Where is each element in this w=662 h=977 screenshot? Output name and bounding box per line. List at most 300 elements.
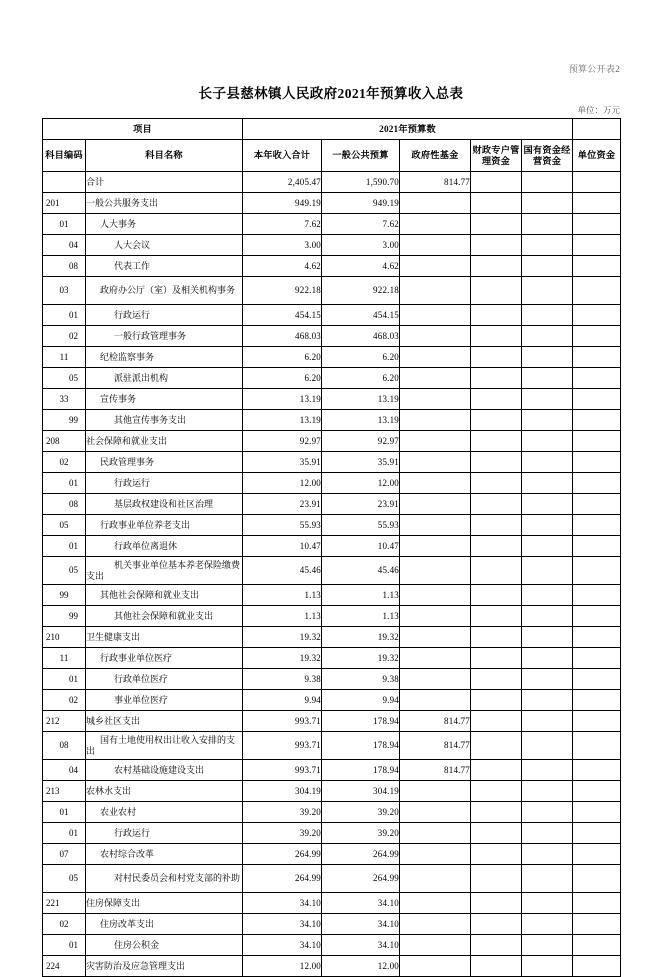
cell-total: 39.20 (243, 823, 322, 844)
table-row (43, 711, 621, 732)
cell-unit-fund (573, 627, 621, 648)
cell-subject-name (86, 515, 243, 536)
subject-name-text: 机关事业单位基本养老保险缴费支出 (86, 560, 241, 581)
cell-subject-name (86, 914, 243, 935)
cell-soe-capital (522, 305, 573, 326)
table-row (43, 648, 621, 669)
cell-subject-name (86, 760, 243, 781)
cell-unit-fund (573, 368, 621, 389)
cell-soe-capital (522, 389, 573, 410)
cell-soe-capital (522, 494, 573, 515)
cell-unit-fund (573, 802, 621, 823)
cell-general-budget: 39.20 (322, 823, 400, 844)
cell-unit-fund (573, 690, 621, 711)
form-id-label: 预算公开表2 (568, 64, 620, 74)
cell-total: 9.38 (243, 669, 322, 690)
subject-name-text: 农村基础设施建设支出 (114, 764, 205, 775)
cell-total: 39.20 (243, 802, 322, 823)
cell-special-account (471, 802, 522, 823)
cell-unit-fund (573, 711, 621, 732)
cell-subject-name (86, 802, 243, 823)
cell-general-budget: 178.94 (322, 760, 400, 781)
cell-subject-name (86, 781, 243, 802)
cell-unit-fund (573, 452, 621, 473)
cell-gov-fund (400, 935, 471, 956)
subject-name-text: 合计 (86, 176, 105, 187)
cell-unit-fund (573, 172, 621, 193)
cell-special-account (471, 893, 522, 914)
table-row (43, 305, 621, 326)
cell-total: 264.99 (243, 844, 322, 865)
cell-total: 55.93 (243, 515, 322, 536)
cell-total: 19.32 (243, 627, 322, 648)
cell-special-account (471, 494, 522, 515)
header-group-budget: 2021年预算数 (243, 119, 573, 140)
cell-special-account (471, 431, 522, 452)
table-row (43, 914, 621, 935)
cell-subject-name (86, 214, 243, 235)
cell-general-budget: 9.94 (322, 690, 400, 711)
subject-name-text: 政府办公厅（室）及相关机构事务 (100, 285, 236, 296)
cell-total: 13.19 (243, 410, 322, 431)
header-group-item: 项目 (43, 119, 243, 140)
cell-special-account (471, 277, 522, 305)
cell-gov-fund (400, 326, 471, 347)
cell-special-account (471, 515, 522, 536)
cell-subject-code: 99 (43, 606, 86, 627)
cell-special-account (471, 347, 522, 368)
cell-special-account (471, 193, 522, 214)
cell-unit-fund (573, 536, 621, 557)
cell-soe-capital (522, 256, 573, 277)
cell-unit-fund (573, 732, 621, 760)
unit-note: 单位：万元 (577, 105, 620, 115)
subject-name-text: 其他社会保障和就业支出 (114, 610, 214, 621)
subject-name-text: 其他社会保障和就业支出 (100, 589, 200, 600)
cell-subject-code: 05 (43, 515, 86, 536)
table-row (43, 627, 621, 648)
cell-general-budget: 9.38 (322, 669, 400, 690)
header-group-spacer (573, 119, 621, 140)
cell-special-account (471, 172, 522, 193)
table-row (43, 557, 621, 585)
cell-special-account (471, 865, 522, 893)
cell-subject-name (86, 606, 243, 627)
cell-subject-code: 33 (43, 389, 86, 410)
cell-subject-name (86, 669, 243, 690)
cell-gov-fund (400, 823, 471, 844)
subject-name-text: 基层政权建设和社区治理 (114, 498, 214, 509)
cell-subject-name (86, 368, 243, 389)
cell-total: 1.13 (243, 585, 322, 606)
cell-total: 993.71 (243, 732, 322, 760)
cell-soe-capital (522, 732, 573, 760)
cell-general-budget: 6.20 (322, 368, 400, 389)
cell-special-account (471, 648, 522, 669)
cell-subject-code: 208 (43, 431, 86, 452)
cell-special-account (471, 452, 522, 473)
header-col-gov-fund: 政府性基金 (400, 140, 471, 172)
cell-general-budget: 92.97 (322, 431, 400, 452)
cell-gov-fund (400, 781, 471, 802)
cell-soe-capital (522, 781, 573, 802)
cell-subject-code: 212 (43, 711, 86, 732)
cell-total: 35.91 (243, 452, 322, 473)
cell-subject-code: 01 (43, 823, 86, 844)
table-row (43, 473, 621, 494)
cell-unit-fund (573, 935, 621, 956)
cell-special-account (471, 410, 522, 431)
cell-general-budget: 3.00 (322, 235, 400, 256)
cell-special-account (471, 585, 522, 606)
cell-subject-code: 99 (43, 410, 86, 431)
cell-special-account (471, 669, 522, 690)
cell-soe-capital (522, 277, 573, 305)
cell-total: 34.10 (243, 914, 322, 935)
cell-soe-capital (522, 515, 573, 536)
cell-subject-code: 07 (43, 844, 86, 865)
cell-gov-fund (400, 256, 471, 277)
cell-subject-code: 224 (43, 956, 86, 977)
table-row (43, 410, 621, 431)
cell-soe-capital (522, 711, 573, 732)
subject-name-text: 人大事务 (100, 218, 137, 229)
cell-gov-fund (400, 669, 471, 690)
header-col-unit-fund: 单位资金 (573, 140, 621, 172)
subject-name-text: 国有土地使用权出让收入安排的支出 (86, 735, 236, 756)
cell-total: 4.62 (243, 256, 322, 277)
table-row (43, 802, 621, 823)
cell-subject-name (86, 557, 243, 585)
cell-gov-fund (400, 865, 471, 893)
cell-total: 23.91 (243, 494, 322, 515)
cell-unit-fund (573, 326, 621, 347)
cell-subject-code: 01 (43, 214, 86, 235)
cell-gov-fund (400, 431, 471, 452)
cell-soe-capital (522, 193, 573, 214)
cell-general-budget: 19.32 (322, 648, 400, 669)
cell-soe-capital (522, 557, 573, 585)
table-row (43, 494, 621, 515)
table-row (43, 585, 621, 606)
cell-subject-code: 01 (43, 935, 86, 956)
cell-subject-code: 221 (43, 893, 86, 914)
cell-general-budget: 1.13 (322, 606, 400, 627)
cell-unit-fund (573, 347, 621, 368)
cell-special-account (471, 389, 522, 410)
table-row (43, 172, 621, 193)
cell-gov-fund (400, 410, 471, 431)
cell-special-account (471, 914, 522, 935)
table-row (43, 823, 621, 844)
cell-gov-fund (400, 690, 471, 711)
table-row (43, 431, 621, 452)
cell-soe-capital (522, 214, 573, 235)
cell-unit-fund (573, 277, 621, 305)
subject-name-text: 代表工作 (114, 260, 151, 271)
table-row (43, 893, 621, 914)
cell-special-account (471, 823, 522, 844)
cell-general-budget: 45.46 (322, 557, 400, 585)
table-row (43, 760, 621, 781)
subject-name-text: 农林水支出 (86, 785, 132, 796)
budget-table-container (42, 118, 620, 977)
cell-soe-capital (522, 347, 573, 368)
cell-general-budget: 12.00 (322, 956, 400, 977)
table-row (43, 690, 621, 711)
cell-subject-name (86, 935, 243, 956)
table-row (43, 235, 621, 256)
cell-general-budget: 13.19 (322, 389, 400, 410)
table-row (43, 606, 621, 627)
cell-general-budget: 922.18 (322, 277, 400, 305)
cell-special-account (471, 235, 522, 256)
cell-general-budget: 13.19 (322, 410, 400, 431)
cell-soe-capital (522, 431, 573, 452)
table-row (43, 515, 621, 536)
cell-subject-code: 11 (43, 347, 86, 368)
subject-name-text: 人大会议 (114, 239, 151, 250)
cell-gov-fund (400, 305, 471, 326)
cell-subject-code (43, 172, 86, 193)
subject-name-text: 事业单位医疗 (114, 694, 169, 705)
cell-unit-fund (573, 844, 621, 865)
cell-general-budget: 55.93 (322, 515, 400, 536)
cell-subject-code: 08 (43, 256, 86, 277)
cell-special-account (471, 627, 522, 648)
cell-subject-name (86, 690, 243, 711)
cell-general-budget: 949.19 (322, 193, 400, 214)
cell-subject-code: 213 (43, 781, 86, 802)
table-header (43, 119, 621, 172)
cell-soe-capital (522, 802, 573, 823)
table-row (43, 347, 621, 368)
page-title: 长子县慈林镇人民政府2021年预算收入总表 (198, 86, 464, 101)
cell-subject-name (86, 326, 243, 347)
cell-unit-fund (573, 431, 621, 452)
cell-unit-fund (573, 494, 621, 515)
cell-total: 13.19 (243, 389, 322, 410)
cell-subject-code: 05 (43, 368, 86, 389)
subject-name-text: 农村综合改革 (100, 848, 155, 859)
budget-table (42, 118, 621, 977)
cell-general-budget: 19.32 (322, 627, 400, 648)
cell-soe-capital (522, 536, 573, 557)
cell-total: 3.00 (243, 235, 322, 256)
subject-name-text: 民政管理事务 (100, 456, 155, 467)
table-row (43, 536, 621, 557)
cell-subject-name (86, 305, 243, 326)
cell-soe-capital (522, 368, 573, 389)
cell-unit-fund (573, 256, 621, 277)
cell-subject-code: 02 (43, 914, 86, 935)
cell-unit-fund (573, 235, 621, 256)
cell-unit-fund (573, 557, 621, 585)
subject-name-text: 住房保障支出 (86, 897, 141, 908)
cell-subject-code: 04 (43, 235, 86, 256)
cell-soe-capital (522, 606, 573, 627)
table-row (43, 214, 621, 235)
cell-special-account (471, 781, 522, 802)
subject-name-text: 住房公积金 (114, 939, 160, 950)
cell-unit-fund (573, 193, 621, 214)
table-row (43, 732, 621, 760)
cell-gov-fund (400, 627, 471, 648)
cell-subject-name (86, 256, 243, 277)
cell-soe-capital (522, 235, 573, 256)
cell-subject-code: 99 (43, 585, 86, 606)
cell-subject-name (86, 347, 243, 368)
cell-subject-code: 03 (43, 277, 86, 305)
cell-total: 7.62 (243, 214, 322, 235)
cell-subject-code: 02 (43, 690, 86, 711)
cell-total: 922.18 (243, 277, 322, 305)
header-col-special: 财政专户管理资金 (471, 140, 522, 172)
cell-general-budget: 1.13 (322, 585, 400, 606)
cell-subject-code: 08 (43, 494, 86, 515)
subject-name-text: 宣传事务 (100, 393, 137, 404)
cell-subject-code: 01 (43, 473, 86, 494)
cell-gov-fund (400, 214, 471, 235)
cell-soe-capital (522, 690, 573, 711)
cell-soe-capital (522, 956, 573, 977)
cell-gov-fund (400, 536, 471, 557)
cell-special-account (471, 557, 522, 585)
cell-subject-name (86, 823, 243, 844)
cell-general-budget: 6.20 (322, 347, 400, 368)
cell-subject-name (86, 494, 243, 515)
cell-special-account (471, 711, 522, 732)
cell-total: 34.10 (243, 893, 322, 914)
subject-name-text: 卫生健康支出 (86, 631, 141, 642)
header-col-code: 科目编码 (43, 140, 86, 172)
subject-name-text: 城乡社区支出 (86, 715, 141, 726)
cell-subject-name (86, 844, 243, 865)
cell-subject-code: 02 (43, 452, 86, 473)
cell-gov-fund (400, 914, 471, 935)
cell-subject-name (86, 711, 243, 732)
cell-special-account (471, 256, 522, 277)
table-body (43, 172, 621, 977)
cell-soe-capital (522, 326, 573, 347)
cell-unit-fund (573, 389, 621, 410)
cell-general-budget: 34.10 (322, 935, 400, 956)
cell-soe-capital (522, 760, 573, 781)
cell-general-budget: 264.99 (322, 844, 400, 865)
cell-general-budget: 454.15 (322, 305, 400, 326)
cell-subject-name (86, 956, 243, 977)
cell-total: 92.97 (243, 431, 322, 452)
table-row (43, 368, 621, 389)
cell-gov-fund (400, 452, 471, 473)
table-row (43, 669, 621, 690)
cell-soe-capital (522, 585, 573, 606)
cell-subject-name (86, 893, 243, 914)
cell-subject-name (86, 235, 243, 256)
table-row (43, 956, 621, 977)
cell-gov-fund: 814.77 (400, 172, 471, 193)
cell-total: 9.94 (243, 690, 322, 711)
subject-name-text: 派驻派出机构 (114, 372, 169, 383)
header-group-row (43, 119, 621, 140)
cell-special-account (471, 760, 522, 781)
cell-soe-capital (522, 935, 573, 956)
cell-unit-fund (573, 865, 621, 893)
cell-special-account (471, 935, 522, 956)
cell-gov-fund (400, 277, 471, 305)
subject-name-text: 社会保障和就业支出 (86, 435, 168, 446)
cell-gov-fund (400, 802, 471, 823)
cell-subject-code: 11 (43, 648, 86, 669)
cell-unit-fund (573, 606, 621, 627)
cell-total: 34.10 (243, 935, 322, 956)
cell-soe-capital (522, 410, 573, 431)
cell-unit-fund (573, 214, 621, 235)
cell-subject-code: 01 (43, 305, 86, 326)
cell-gov-fund (400, 844, 471, 865)
cell-unit-fund (573, 473, 621, 494)
cell-gov-fund (400, 648, 471, 669)
cell-general-budget: 7.62 (322, 214, 400, 235)
cell-total: 19.32 (243, 648, 322, 669)
table-row (43, 256, 621, 277)
subject-name-text: 住房改革支出 (100, 918, 155, 929)
cell-subject-name (86, 732, 243, 760)
cell-subject-name (86, 536, 243, 557)
cell-subject-name (86, 193, 243, 214)
cell-unit-fund (573, 781, 621, 802)
cell-unit-fund (573, 956, 621, 977)
header-col-name: 科目名称 (86, 140, 243, 172)
cell-subject-name (86, 627, 243, 648)
subject-name-text: 行政运行 (114, 477, 151, 488)
cell-total: 993.71 (243, 711, 322, 732)
cell-unit-fund (573, 515, 621, 536)
cell-general-budget: 35.91 (322, 452, 400, 473)
cell-total: 264.99 (243, 865, 322, 893)
subject-name-text: 对村民委员会和村党支部的补助 (114, 873, 241, 884)
cell-special-account (471, 844, 522, 865)
cell-subject-code: 02 (43, 326, 86, 347)
cell-gov-fund (400, 347, 471, 368)
cell-general-budget: 34.10 (322, 893, 400, 914)
cell-general-budget: 178.94 (322, 711, 400, 732)
subject-name-text: 行政运行 (114, 827, 151, 838)
subject-name-text: 行政事业单位医疗 (100, 652, 173, 663)
cell-general-budget: 4.62 (322, 256, 400, 277)
cell-special-account (471, 690, 522, 711)
cell-soe-capital (522, 648, 573, 669)
cell-general-budget: 304.19 (322, 781, 400, 802)
cell-gov-fund (400, 557, 471, 585)
cell-subject-name (86, 452, 243, 473)
cell-special-account (471, 214, 522, 235)
subject-name-text: 行政运行 (114, 309, 151, 320)
header-col-total: 本年收入合计 (243, 140, 322, 172)
cell-gov-fund (400, 956, 471, 977)
cell-soe-capital (522, 473, 573, 494)
subject-name-text: 一般公共服务支出 (86, 197, 159, 208)
subject-name-text: 一般行政管理事务 (114, 330, 187, 341)
cell-gov-fund (400, 494, 471, 515)
cell-subject-code: 210 (43, 627, 86, 648)
cell-general-budget: 12.00 (322, 473, 400, 494)
cell-special-account (471, 326, 522, 347)
table-row (43, 452, 621, 473)
cell-total: 993.71 (243, 760, 322, 781)
cell-special-account (471, 732, 522, 760)
cell-total: 45.46 (243, 557, 322, 585)
